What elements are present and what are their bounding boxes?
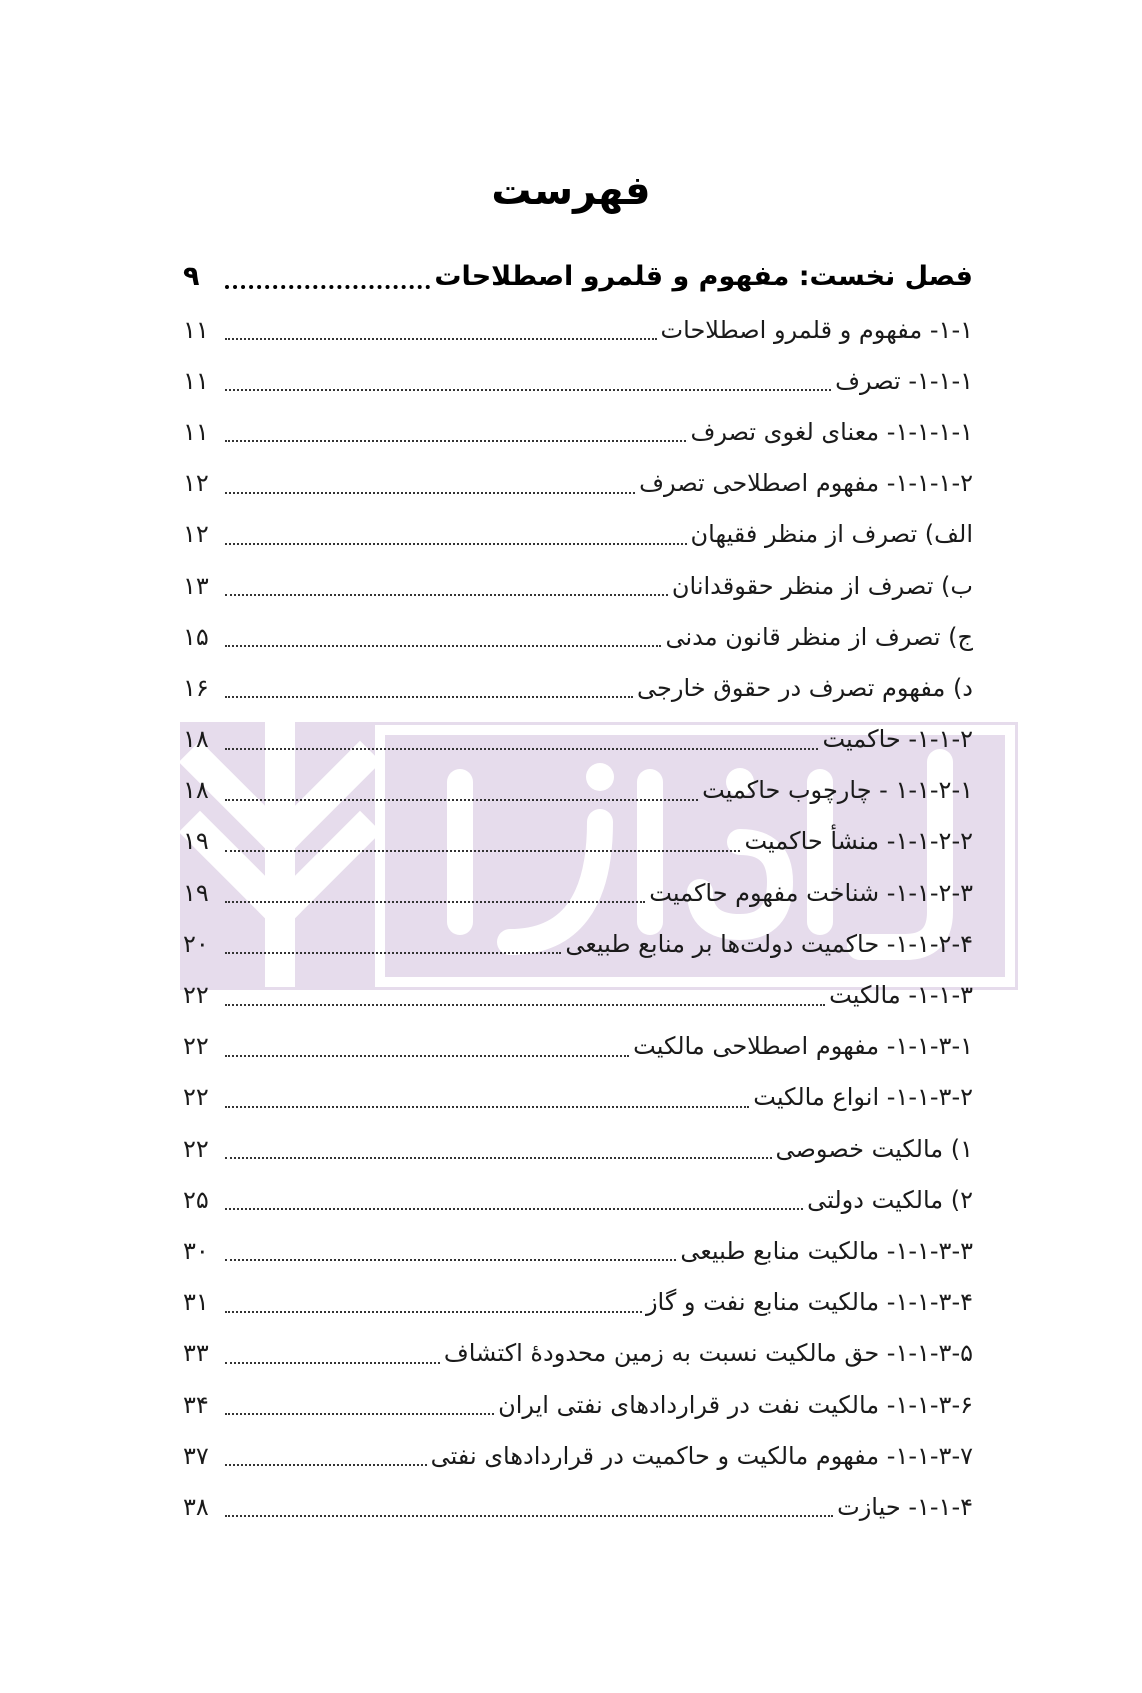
dot-leader (225, 951, 561, 954)
toc-page-number: ۲۲ (183, 1083, 209, 1112)
dot-leader (225, 1412, 494, 1415)
dot-leader (225, 1514, 833, 1517)
toc-page-number: ۳۱ (183, 1288, 209, 1317)
toc-entry-label: ۱-۱-۳-۱- مفهوم اصطلاحی مالکیت (633, 1032, 973, 1061)
page-title: فهرست (491, 168, 651, 214)
dot-leader (225, 593, 668, 596)
toc-entry-label: ۱-۱- مفهوم و قلمرو اصطلاحات (660, 315, 973, 344)
toc-entry (183, 969, 973, 1020)
toc-page-number: ۲۲ (183, 1032, 209, 1061)
toc-entry (183, 458, 973, 509)
toc-page-number: ۱۳ (183, 571, 209, 600)
toc-entry-label: ۱-۱-۳- مالکیت (829, 981, 973, 1010)
toc-entry (183, 1328, 973, 1379)
dot-leader (225, 1207, 803, 1210)
toc-entry-label: ۱-۱-۱-۲- مفهوم اصطلاحی تصرف (639, 469, 973, 498)
toc-page-number: ۲۲ (183, 981, 209, 1010)
toc-entry-label: ۱-۱-۴- حیازت (837, 1492, 973, 1521)
dot-leader (225, 439, 686, 442)
toc-entry (183, 1481, 973, 1532)
dot-leader (225, 1310, 642, 1313)
toc-page-number: ۲۵ (183, 1185, 209, 1214)
toc-entry (183, 611, 973, 662)
toc-entry-label: ۱-۱-۲-۳- شناخت مفهوم حاکمیت (649, 878, 973, 907)
toc-entry-label: ۱-۱-۲-۱ - چارچوب حاکمیت (702, 776, 973, 805)
dot-leader (225, 900, 645, 903)
toc-entry-label: ۱-۱-۳-۷- مفهوم مالکیت و حاکمیت در قراردادهای نفتی (430, 1441, 973, 1470)
toc-entry-label: ۲) مالکیت دولتی (807, 1185, 973, 1214)
toc-entry-label: ۱-۱-۲-۲- منشأ حاکمیت (744, 827, 973, 856)
toc-entry-label: ج) تصرف از منظر قانون مدنی (665, 622, 973, 651)
toc-page-number: ۱۱ (183, 315, 209, 344)
toc-entry (183, 509, 973, 560)
toc-entry-label: ۱-۱-۳-۶- مالکیت نفت در قراردادهای نفتی ایران (498, 1390, 973, 1419)
toc-page-number: ۳۷ (183, 1441, 209, 1470)
dot-leader (225, 798, 698, 801)
toc-page-number: ۳۴ (183, 1390, 209, 1419)
dot-leader (225, 491, 635, 494)
dot-leader (225, 849, 740, 852)
toc-entry (183, 918, 973, 969)
toc-entry-label: ۱) مالکیت خصوصی (775, 1134, 973, 1163)
toc-entry-label: ب) تصرف از منظر حقوقدانان (671, 571, 973, 600)
toc-entry (183, 1072, 973, 1123)
toc-chapter-heading (183, 248, 973, 304)
toc-page-number: ۱۸ (183, 776, 209, 805)
toc-page-number: ۲۲ (183, 1134, 209, 1163)
toc-entry (183, 1174, 973, 1225)
toc-page-number: ۱۱ (183, 417, 209, 446)
toc-entry-label: د) مفهوم تصرف در حقوق خارجی (637, 673, 973, 702)
toc-page-number: ۱۸ (183, 725, 209, 754)
toc-entry (183, 714, 973, 765)
dot-leader (225, 1258, 676, 1261)
toc-page-number: ۲۰ (183, 929, 209, 958)
toc-entry (183, 1430, 973, 1481)
toc-entry-label: فصل نخست: مفهوم و قلمرو اصطلاحات (434, 260, 973, 292)
toc-entry-label: ۱-۱-۱-۱- معنای لغوی تصرف (690, 417, 973, 446)
toc-entry (183, 1379, 973, 1430)
toc-page-number: ۱۹ (183, 827, 209, 856)
dot-leader (225, 1054, 629, 1057)
dot-leader (225, 337, 657, 340)
toc-page-number: ۱۱ (183, 366, 209, 395)
toc-entry (183, 406, 973, 457)
toc-page-number: ۱۲ (183, 520, 209, 549)
toc-entry (183, 662, 973, 713)
dot-leader (225, 747, 818, 750)
toc-entry (183, 304, 973, 355)
toc-page-number: ۳۰ (183, 1236, 209, 1265)
toc-entry (183, 1277, 973, 1328)
toc-entry (183, 1225, 973, 1276)
dot-leader (225, 644, 661, 647)
toc-page-number: ۱۵ (183, 622, 209, 651)
toc-entry (183, 1021, 973, 1072)
toc-page-number: ۱۹ (183, 878, 209, 907)
toc-entry-label: ۱-۱-۱- تصرف (835, 366, 973, 395)
toc-entry-label: الف) تصرف از منظر فقیهان (690, 520, 973, 549)
table-of-contents (183, 248, 973, 1533)
toc-entry (183, 867, 973, 918)
dot-leader (225, 1105, 749, 1108)
toc-page-number: ۹ (183, 260, 200, 292)
toc-entry (183, 1123, 973, 1174)
toc-entry-label: ۱-۱-۳-۵- حق مالکیت نسبت به زمین محدودهٔ اکتشاف (443, 1339, 973, 1368)
toc-page-number: ۳۳ (183, 1339, 209, 1368)
toc-page-number: ۱۲ (183, 469, 209, 498)
toc-entry (183, 765, 973, 816)
toc-entry-label: ۱-۱-۳-۲- انواع مالکیت (753, 1083, 973, 1112)
toc-page-number: ۱۶ (183, 673, 209, 702)
dot-leader (225, 1361, 440, 1364)
dot-leader (225, 1156, 772, 1159)
toc-entry (183, 560, 973, 611)
dot-leader (225, 542, 687, 545)
dot-leader (225, 695, 633, 698)
toc-entry-label: ۱-۱-۲- حاکمیت (822, 725, 973, 754)
toc-page-number: ۳۸ (183, 1492, 209, 1521)
dot-leader (225, 388, 831, 391)
dot-leader (225, 1463, 427, 1466)
dot-leader (225, 284, 430, 289)
toc-entry (183, 816, 973, 867)
toc-entry-label: ۱-۱-۳-۴- مالکیت منابع نفت و گاز (645, 1288, 973, 1317)
toc-entry-label: ۱-۱-۳-۳- مالکیت منابع طبیعی (680, 1236, 973, 1265)
toc-entry (183, 355, 973, 406)
toc-entry-label: ۱-۱-۲-۴- حاکمیت دولت‌ها بر منابع طبیعی (565, 929, 973, 958)
dot-leader (225, 1003, 825, 1006)
